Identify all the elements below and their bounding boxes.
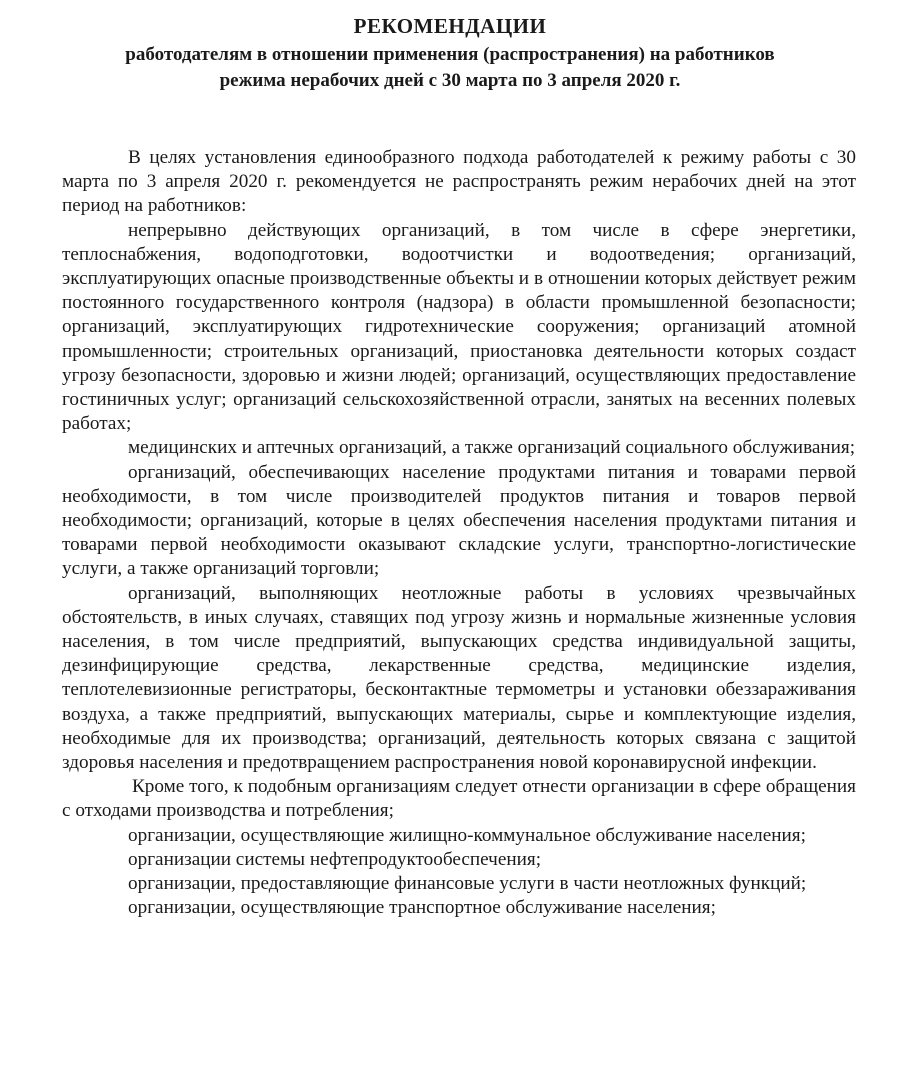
paragraph-oil-orgs: организации системы нефтепродуктообеспечения; [128,848,542,870]
paragraph-financial-orgs: организации, предоставляющие финансовые услуги в части неотложных функций; [128,873,807,895]
paragraph-housing-orgs: организации, осуществляющие жилищно-коммунальное обслуживание населения; [128,824,806,846]
document-body [62,146,856,921]
paragraph-emergency-orgs: организаций, выполняющих неотложные работы в условиях чрезвычайных обстоятельств, в иных случаях, ставящих под угрозу жизнь и нормальные жизненные условия населения, в том числе предприятий, выпускающих средства индивидуальной защиты, дезинфицирующие средства, лекарственные средства, медицинские изделия, теплотелевизионные регистраторы, бесконтактные термометры и установки обеззараживания воздуха, а также предприятий, выпускающих материалы, сырье и комплектующие изделия, необходимые для их производства; организаций, деятельность которых связана с защитой здоровья населения и предотвращением распространения новой коронавирусной инфекции. [62,582,856,774]
document-title: РЕКОМЕНДАЦИИ [353,14,547,38]
paragraph-waste-orgs: Кроме того, к подобным организациям следует отнести организации в сфере обращения с отходами производства и потребления; [62,776,856,822]
paragraph-food-orgs: организаций, обеспечивающих население продуктами питания и товарами первой необходимости, в том числе производителей продуктов питания и товаров первой необходимости; организаций, которые в целях обеспечения населения продуктами питания и товарами первой необходимости оказывают складские услуги, транспортно-логистические услуги, а также организаций торговли; [62,461,856,580]
document-subtitle-line1: работодателям в отношении применения (распространения) на работников [125,44,775,65]
paragraph-intro: В целях установления единообразного подхода работодателей к режиму работы с 30 марта по 3 апреля 2020 г. рекомендуется не распространять режим нерабочих дней на этот период на работников: [62,147,856,217]
paragraph-continuous-orgs: непрерывно действующих организаций, в том числе в сфере энергетики, теплоснабжения, водоподготовки, водоотчистки и водоотведения; организаций, эксплуатирующих опасные производственные объекты и в отношении которых действует режим постоянного государственного контроля (надзора) в области промышленной безопасности; организаций, эксплуатирующих гидротехнические сооружения; организаций атомной промышленности; строительных организаций, приостановка деятельности которых создаст угрозу безопасности, здоровью и жизни людей; организаций, осуществляющих предоставление гостиничных услуг; организаций сельскохозяйственной отрасли, занятых на весенних полевых работах; [62,219,856,435]
document-subtitle-line2: режима нерабочих дней с 30 марта по 3 апреля 2020 г. [219,70,681,91]
paragraph-transport-orgs: организации, осуществляющие транспортное обслуживание населения; [128,897,716,919]
paragraph-medical-orgs: медицинских и аптечных организаций, а также организаций социального обслуживания; [128,437,856,459]
